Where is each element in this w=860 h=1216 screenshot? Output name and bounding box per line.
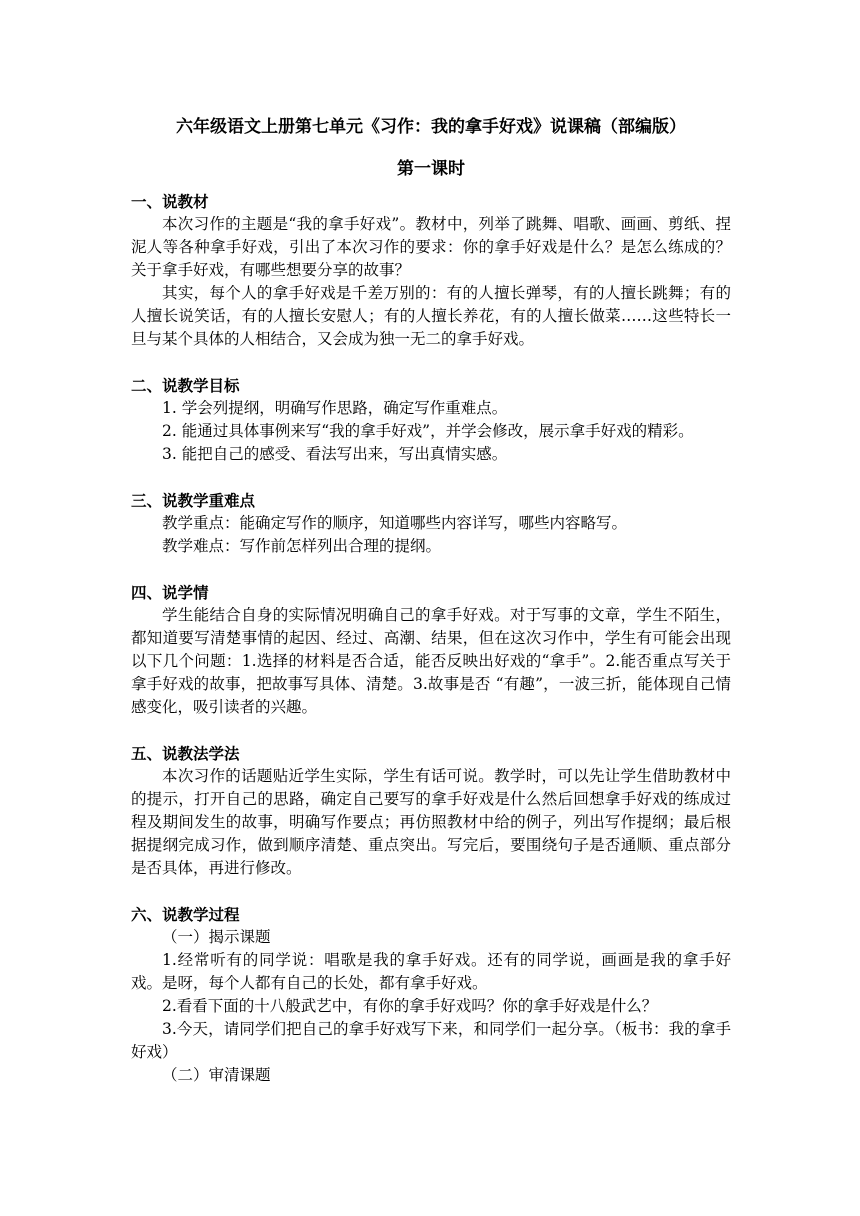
- paragraph: 2.看看下面的十八般武艺中，有你的拿手好戏吗？你的拿手好戏是什么？: [162, 997, 658, 1015]
- section-heading: 三、说教学重难点: [131, 491, 256, 510]
- section-heading: 四、说学情: [131, 583, 209, 602]
- document-title: 六年级语文上册第七单元《习作：我的拿手好戏》说课稿（部编版）: [176, 117, 686, 137]
- paragraph: 本次习作的主题是“我的拿手好戏”。教材中，列举了跳舞、唱歌、画画、剪纸、捏泥人等各种拿手好戏，引出了本次习作的要求：你的拿手好戏是什么？是怎么练成的？关于拿手好戏，有哪些想要分享的故事？: [131, 215, 731, 279]
- paragraph: 学生能结合自身的实际情况明确自己的拿手好戏。对于写事的文章，学生不陌生，都知道要写清楚事情的起因、经过、高潮、结果，但在这次习作中，学生有可能会出现以下几个问题：1.选择的材料是否合适，能否反映出好戏的“拿手”。2.能否重点写关于拿手好戏的故事，把故事写具体、清楚。3.故事是否 “有趣”，一波三折，能体现自己情感变化，吸引读者的兴趣。: [131, 606, 731, 716]
- paragraph: 教学难点：写作前怎样列出合理的提纲。: [162, 537, 442, 555]
- section-methods: [131, 742, 731, 880]
- paragraph: 3.今天，请同学们把自己的拿手好戏写下来，和同学们一起分享。（板书：我的拿手好戏）: [131, 1020, 731, 1061]
- subheading: （一）揭示课题: [162, 928, 271, 946]
- section-students: [131, 581, 731, 719]
- paragraph: 教学重点：能确定写作的顺序，知道哪些内容详写，哪些内容略写。: [162, 514, 628, 532]
- paragraph: 1.经常听有的同学说：唱歌是我的拿手好戏。还有的同学说，画画是我的拿手好戏。是呀，每个人都有自己的长处，都有拿手好戏。: [131, 951, 731, 992]
- paragraph: 其实，每个人的拿手好戏是千差万别的：有的人擅长弹琴，有的人擅长跳舞；有的人擅长说笑话，有的人擅长安慰人；有的人擅长养花，有的人擅长做菜……这些特长一旦与某个具体的人相结合，又会成为独一无二的拿手好戏。: [131, 284, 731, 348]
- document-subtitle: 第一课时: [397, 159, 465, 179]
- section-heading: 一、说教材: [131, 192, 209, 211]
- section-key-points: [131, 489, 731, 558]
- section-goals: [131, 374, 731, 466]
- section-process: [131, 903, 731, 1087]
- section-heading: 六、说教学过程: [131, 905, 240, 924]
- list-item: 1. 学会列提纲，明确写作思路，确定写作重难点。: [162, 399, 508, 417]
- list-item: 3. 能把自己的感受、看法写出来，写出真情实感。: [162, 445, 508, 463]
- paragraph: 本次习作的话题贴近学生实际，学生有话可说。教学时，可以先让学生借助教材中的提示，打开自己的思路，确定自己要写的拿手好戏是什么然后回想拿手好戏的练成过程及期间发生的故事，明确写作要点；再仿照教材中给的例子，列出写作提纲；最后根据提纲完成习作，做到顺序清楚、重点突出。写完后，要围绕句子是否通顺、重点部分是否具体，再进行修改。: [131, 767, 731, 877]
- subheading: （二）审清课题: [162, 1066, 271, 1084]
- list-item: 2. 能通过具体事例来写“我的拿手好戏”，并学会修改，展示拿手好戏的精彩。: [162, 422, 694, 440]
- section-textbook: [131, 190, 731, 351]
- section-heading: 五、说教法学法: [131, 744, 240, 763]
- document-content: [131, 112, 731, 1087]
- section-heading: 二、说教学目标: [131, 376, 240, 395]
